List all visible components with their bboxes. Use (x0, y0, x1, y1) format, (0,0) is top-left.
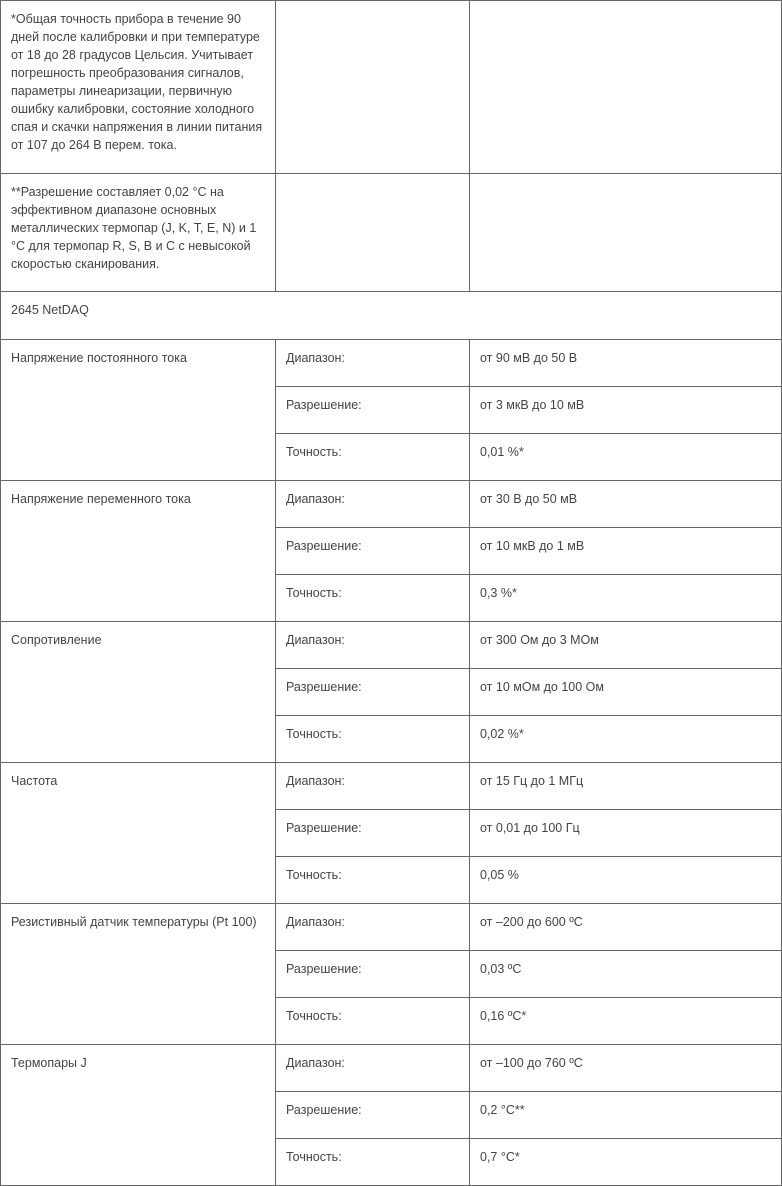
param-value: 0,2 °С** (470, 1092, 782, 1139)
param-label: Точность: (276, 575, 470, 622)
param-label: Точность: (276, 1139, 470, 1186)
param-label: Диапазон: (276, 481, 470, 528)
param-label: Разрешение: (276, 1092, 470, 1139)
param-value: 0,16 ºС* (470, 998, 782, 1045)
empty-cell (276, 174, 470, 292)
param-value: от 10 мОм до 100 Ом (470, 669, 782, 716)
param-value: от –200 до 600 ºС (470, 904, 782, 951)
param-value: 0,02 %* (470, 716, 782, 763)
param-value: от 10 мкВ до 1 мВ (470, 528, 782, 575)
section-name: Напряжение переменного тока (1, 481, 276, 622)
param-value: 0,3 %* (470, 575, 782, 622)
param-value: от 3 мкВ до 10 мВ (470, 387, 782, 434)
section-name: Частота (1, 763, 276, 904)
param-value: от 15 Гц до 1 МГц (470, 763, 782, 810)
footnote-row (1, 174, 782, 292)
param-label: Диапазон: (276, 1045, 470, 1092)
table-row (1, 763, 782, 810)
param-label: Диапазон: (276, 340, 470, 387)
param-value: 0,01 %* (470, 434, 782, 481)
table-row (1, 481, 782, 528)
model-title: 2645 NetDAQ (1, 292, 782, 340)
param-label: Точность: (276, 434, 470, 481)
footnote-resolution: **Разрешение составляет 0,02 °С на эффективном диапазоне основных металлических термопар (J, K, T, E, N) и 1 °С для термопар R, S, B и С с невысокой скоростью сканирования. (1, 174, 276, 292)
param-value: от 90 мВ до 50 В (470, 340, 782, 387)
param-label: Точность: (276, 716, 470, 763)
table-row (1, 622, 782, 669)
param-value: 0,7 °С* (470, 1139, 782, 1186)
param-value: от –100 до 760 ºС (470, 1045, 782, 1092)
param-label: Диапазон: (276, 904, 470, 951)
empty-cell (470, 174, 782, 292)
table-row (1, 904, 782, 951)
footnote-accuracy: *Общая точность прибора в течение 90 дней после калибровки и при температуре от 18 до 28 градусов Цельсия. Учитывает погрешность преобразования сигналов, параметры линеаризации, первичную ошибку калибровки, состояние холодного спая и скачки напряжения в линии питания от 107 до 264 В перем. тока. (1, 1, 276, 174)
param-value: от 0,01 до 100 Гц (470, 810, 782, 857)
param-label: Диапазон: (276, 622, 470, 669)
table-row (1, 1045, 782, 1092)
param-value: 0,03 ºС (470, 951, 782, 998)
section-name: Термопары J (1, 1045, 276, 1186)
table-row (1, 340, 782, 387)
param-value: от 300 Ом до 3 МОм (470, 622, 782, 669)
param-label: Точность: (276, 998, 470, 1045)
model-row (1, 292, 782, 340)
param-label: Разрешение: (276, 951, 470, 998)
footnote-row (1, 1, 782, 174)
param-label: Точность: (276, 857, 470, 904)
param-label: Разрешение: (276, 810, 470, 857)
param-label: Диапазон: (276, 763, 470, 810)
param-label: Разрешение: (276, 669, 470, 716)
param-label: Разрешение: (276, 387, 470, 434)
param-label: Разрешение: (276, 528, 470, 575)
param-value: от 30 В до 50 мВ (470, 481, 782, 528)
section-name: Сопротивление (1, 622, 276, 763)
section-name: Резистивный датчик температуры (Pt 100) (1, 904, 276, 1045)
empty-cell (276, 1, 470, 174)
section-name: Напряжение постоянного тока (1, 340, 276, 481)
param-value: 0,05 % (470, 857, 782, 904)
empty-cell (470, 1, 782, 174)
